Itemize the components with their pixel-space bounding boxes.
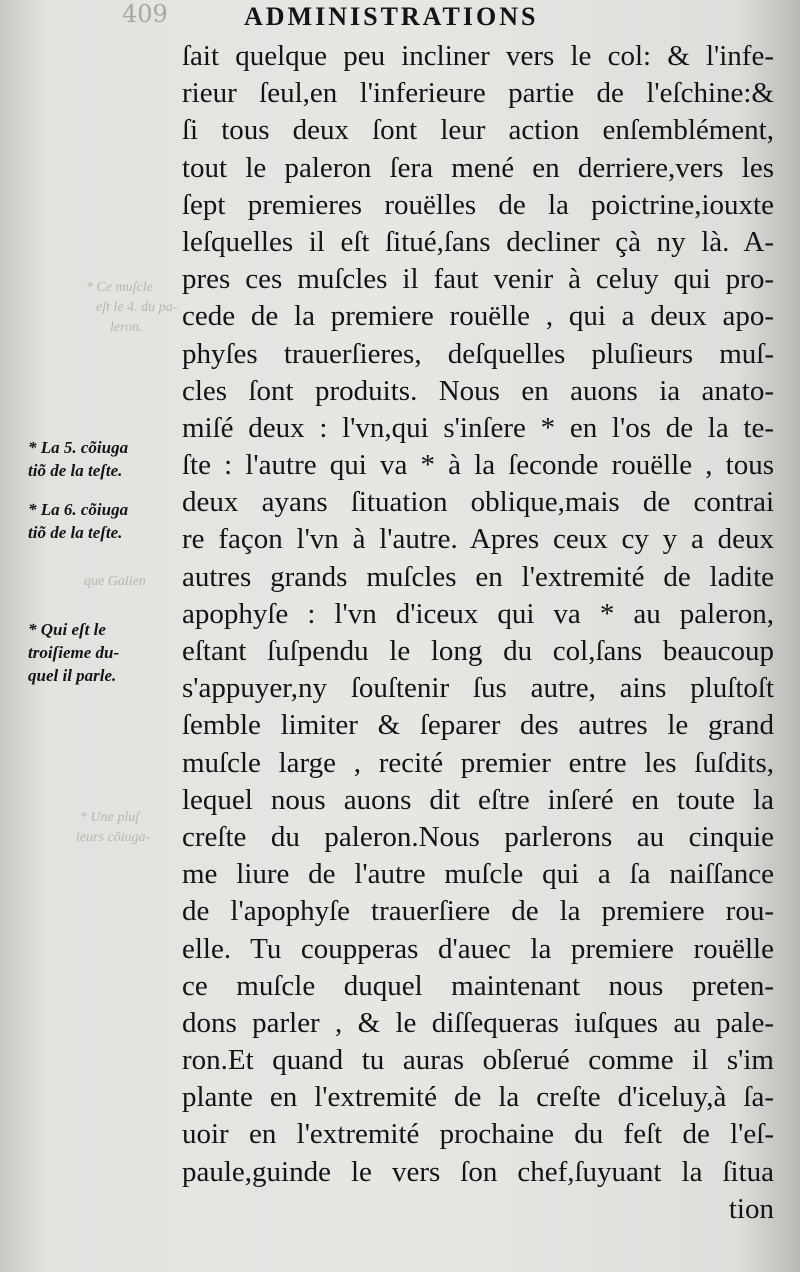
margin-note-line: * La 5. cõiuga bbox=[28, 438, 129, 457]
text-line: tout le paleron ſera mené en derriere,vers les bbox=[182, 151, 774, 184]
text-line: plante en l'extremité de la creſte d'iceluy,à ſa- bbox=[182, 1081, 774, 1114]
margin-note-line: quel il parle. bbox=[28, 666, 117, 685]
text-line: rieur ſeul,en l'inferieure partie de l'eſchine:& bbox=[182, 77, 774, 110]
show-through-text: ieurs cõiuga- bbox=[76, 830, 151, 845]
margin-note bbox=[28, 618, 178, 687]
text-line: s'appuyer,ny ſouſtenir ſus autre, ains pluſtoſt bbox=[182, 672, 774, 705]
text-line: re façon l'vn à l'autre. Apres ceux cy y a deux bbox=[182, 523, 774, 556]
show-through-text: leron. bbox=[110, 320, 143, 335]
text-line: de l'apophyſe trauerſiere de la premiere rou- bbox=[182, 895, 774, 928]
text-line: uoir en l'extremité prochaine du feſt de l'eſ- bbox=[182, 1118, 774, 1151]
margin-note bbox=[28, 436, 178, 482]
show-through-text: * Une pluſ bbox=[80, 810, 140, 825]
text-line: dons parler , & le diſſequeras iuſques au pale- bbox=[182, 1006, 774, 1039]
text-line: miſé deux : l'vn,qui s'inſere * en l'os de la te- bbox=[182, 411, 774, 444]
text-line: apophyſe : l'vn d'iceux qui va * au paleron, bbox=[182, 597, 774, 630]
text-line: eſtant ſuſpendu le long du col,ſans beaucoup bbox=[182, 635, 774, 667]
show-through-text: que Galien bbox=[84, 574, 146, 589]
text-line: ſte : l'autre qui va * à la ſeconde rouëlle , tous bbox=[182, 449, 774, 482]
text-line: autres grands muſcles en l'extremité de ladite bbox=[182, 560, 774, 593]
text-line: muſcle large , recité premier entre les ſuſdits, bbox=[182, 746, 774, 779]
text-line: ſait quelque peu incliner vers le col: & l'infe- bbox=[182, 40, 774, 72]
margin-note bbox=[28, 498, 178, 544]
margin-note-line: * La 6. cõiuga bbox=[28, 500, 129, 519]
margin-note-line: troiſieme du- bbox=[28, 643, 120, 662]
text-line: leſquelles il eſt ſitué,ſans decliner çà ny là. A- bbox=[182, 225, 774, 258]
margin-note-line: tiõ de la teſte. bbox=[28, 461, 123, 480]
text-line: ſemble limiter & ſeparer des autres le grand bbox=[182, 709, 774, 742]
text-line: ſept premieres rouëlles de la poictrine,iouxte bbox=[182, 188, 774, 221]
text-line: cede de la premiere rouëlle , qui a deux apo- bbox=[182, 300, 774, 333]
page-number: 409 bbox=[122, 0, 168, 28]
text-line: elle. Tu coupperas d'auec la premiere rouëlle bbox=[182, 932, 774, 965]
text-line: ron.Et quand tu auras obſerué comme il s'im bbox=[182, 1044, 774, 1077]
show-through-text: eſt le 4. du pa- bbox=[96, 300, 178, 315]
running-head: ADMINISTRATIONS bbox=[244, 2, 539, 31]
show-through-text: * Ce muſcle bbox=[86, 280, 153, 295]
main-text-block bbox=[182, 38, 774, 1228]
text-line: tion bbox=[728, 1192, 774, 1225]
text-line: pres ces muſcles il faut venir à celuy qui pro- bbox=[182, 263, 774, 296]
text-line: paule,guinde le vers ſon chef,ſuyuant la ſitua bbox=[182, 1155, 774, 1188]
text-line: creſte du paleron.Nous parlerons au cinquie bbox=[182, 820, 774, 853]
margin-note-line: * Qui eſt le bbox=[28, 620, 106, 639]
text-line: me liure de l'autre muſcle qui a ſa naiſſance bbox=[182, 858, 774, 891]
text-line: deux ayans ſituation oblique,mais de contrai bbox=[182, 486, 774, 519]
text-line: cles ſont produits. Nous en auons ia anato- bbox=[182, 374, 774, 407]
text-line: ce muſcle duquel maintenant nous preten- bbox=[182, 969, 774, 1002]
text-line: phyſes trauerſieres, deſquelles pluſieurs muſ- bbox=[182, 337, 774, 370]
text-line: lequel nous auons dit eſtre inſeré en toute la bbox=[182, 783, 774, 816]
text-line: ſi tous deux ſont leur action enſemblément, bbox=[182, 114, 774, 147]
margin-note-line: tiõ de la teſte. bbox=[28, 523, 123, 542]
